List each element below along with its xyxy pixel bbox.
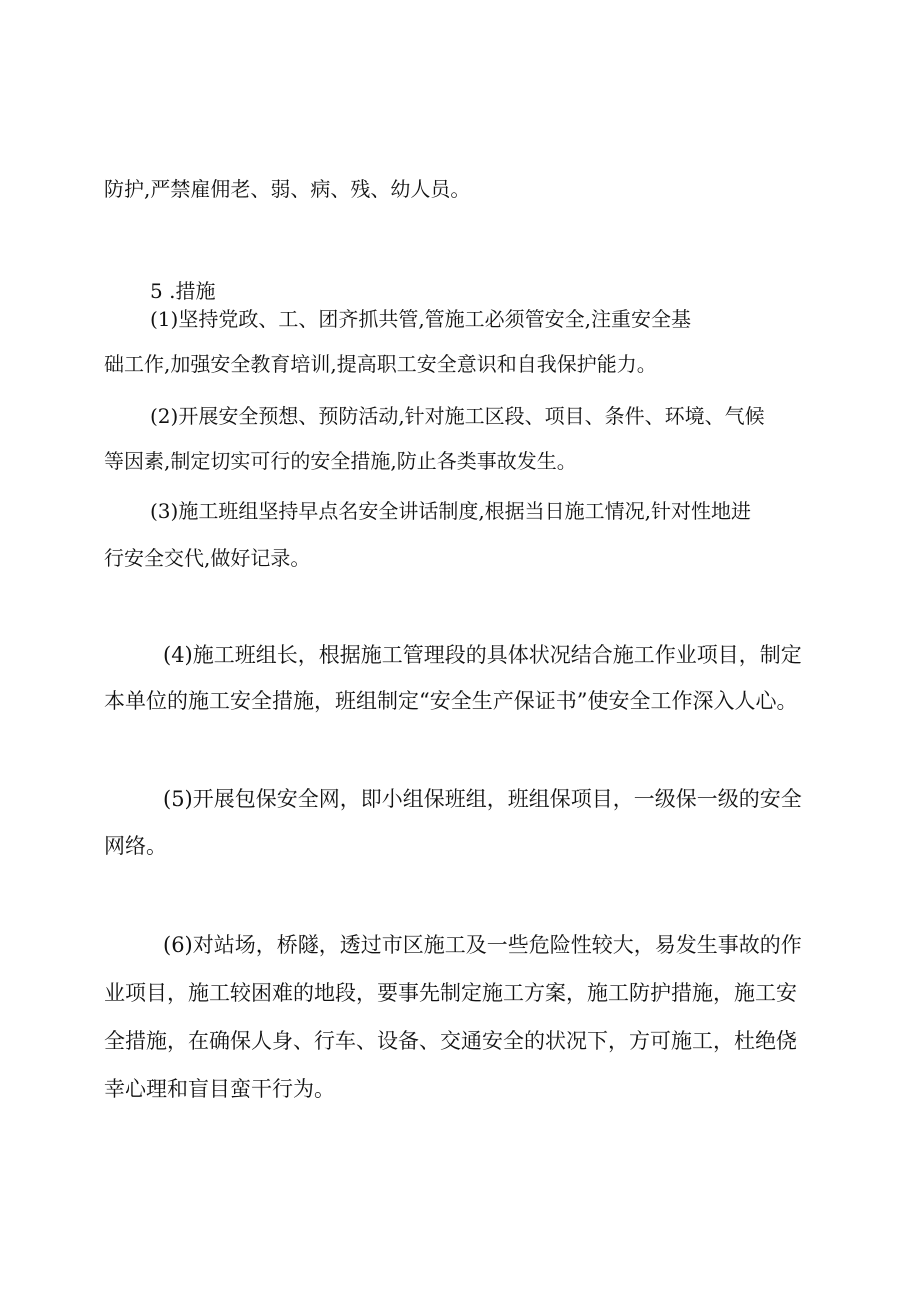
item-2-line-1: (2)开展安全预想、预防活动,针对施工区段、项目、条件、环境、气候 bbox=[150, 404, 765, 428]
item-4-line-2: 本单位的施工安全措施，班组制定“安全生产保证书”使安全工作深入人心。 bbox=[104, 689, 798, 713]
item-2-line-2: 等因素,制定切实可行的安全措施,防止各类事故发生。 bbox=[104, 449, 577, 473]
section-heading: 5 .措施 bbox=[150, 279, 216, 303]
item-5-line-2: 网络。 bbox=[104, 834, 167, 858]
item-1-line-1: (1)坚持党政、工、团齐抓共管,管施工必须管安全,注重安全基 bbox=[150, 307, 692, 331]
item-6-line-4: 幸心理和盲目蛮干行为。 bbox=[104, 1077, 335, 1101]
item-6-line-1: (6)对站场，桥隧，透过市区施工及一些危险性较大，易发生事故的作 bbox=[163, 933, 802, 957]
intro-tail-line: 防护,严禁雇佣老、弱、病、残、幼人员。 bbox=[104, 177, 471, 201]
item-3-line-2: 行安全交代,做好记录。 bbox=[104, 546, 311, 570]
item-6-line-3: 全措施，在确保人身、行车、设备、交通安全的状况下，方可施工，杜绝侥 bbox=[104, 1029, 797, 1053]
item-5-line-1: (5)开展包保安全网，即小组保班组，班组保项目，一级保一级的安全 bbox=[163, 787, 802, 811]
item-3-line-1: (3)施工班组坚持早点名安全讲话制度,根据当日施工情况,针对性地进 bbox=[150, 499, 752, 523]
item-4-line-1: (4)施工班组长，根据施工管理段的具体状况结合施工作业项目，制定 bbox=[163, 643, 802, 667]
item-6-line-2: 业项目，施工较困难的地段，要事先制定施工方案，施工防护措施，施工安 bbox=[104, 981, 797, 1005]
item-1-line-2: 础工作,加强安全教育培训,提高职工安全意识和自我保护能力。 bbox=[104, 352, 657, 376]
